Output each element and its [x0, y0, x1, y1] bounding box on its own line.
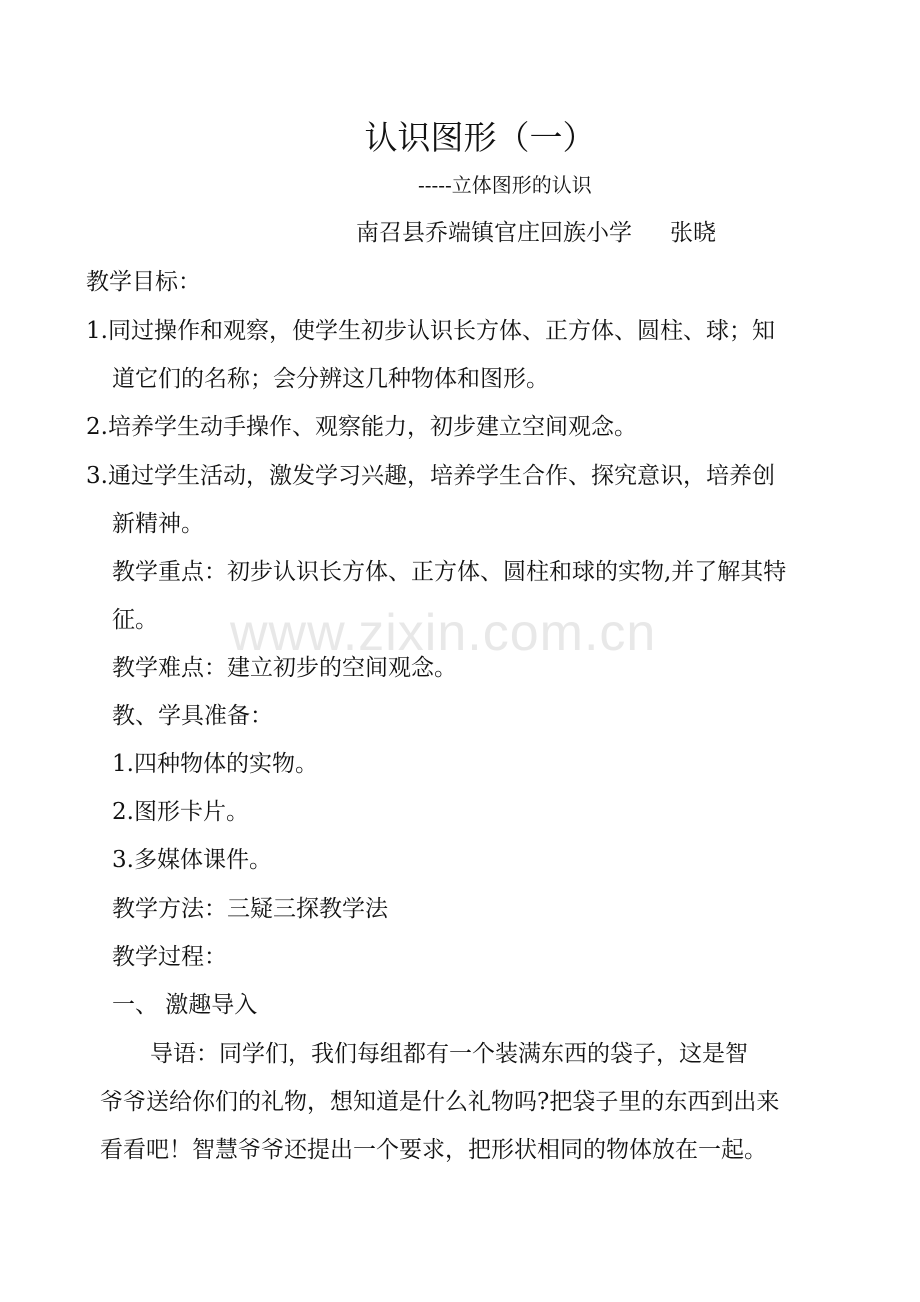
material-item-3: 3.多媒体课件。 [112, 847, 272, 873]
author-name: 张晓 [670, 220, 716, 246]
difficult-points: 教学难点：建立初步的空间观念。 [112, 655, 457, 681]
key-points-line-2: 征。 [112, 607, 158, 633]
intro-line-3: 看看吧！智慧爷爷还提出一个要求，把形状相同的物体放在一起。 [100, 1137, 767, 1163]
author-line [356, 218, 716, 248]
material-item-2: 2.图形卡片。 [112, 799, 249, 825]
material-item-1: 1.四种物体的实物。 [112, 751, 318, 777]
intro-line-1: 导语：同学们，我们每组都有一个装满东西的袋子，这是智 [150, 1041, 748, 1067]
materials-heading: 教、学具准备： [112, 703, 273, 729]
goal-2: 2.培养学生动手操作、观察能力，初步建立空间观念。 [86, 414, 637, 440]
goal-3-line-2: 新精神。 [112, 511, 204, 537]
goal-3-line-1: 3.通过学生活动，激发学习兴趣，培养学生合作、探究意识，培养创 [86, 463, 775, 489]
section-1-heading: 一、 激趣导入 [112, 992, 258, 1018]
goal-1-line-1: 1.同过操作和观察，使学生初步认识长方体、正方体、圆柱、球；知 [86, 318, 775, 344]
teaching-goals-heading: 教学目标： [86, 269, 201, 295]
intro-line-2: 爷爷送给你们的礼物，想知道是什么礼物吗?把袋子里的东西到出来 [100, 1089, 780, 1115]
teaching-method: 教学方法：三疑三探教学法 [112, 896, 388, 922]
teaching-process-heading: 教学过程： [112, 944, 227, 970]
goal-1-line-2: 道它们的名称；会分辨这几种物体和图形。 [112, 366, 549, 392]
watermark: www.zixin.com.cn [230, 604, 657, 662]
document-title: 认识图形（一） [364, 118, 596, 157]
key-points-line-1: 教学重点：初步认识长方体、正方体、圆柱和球的实物,并了解其特 [112, 559, 787, 585]
document-subtitle: -----立体图形的认识 [418, 173, 592, 197]
school-name: 南召县乔端镇官庄回族小学 [356, 220, 632, 246]
